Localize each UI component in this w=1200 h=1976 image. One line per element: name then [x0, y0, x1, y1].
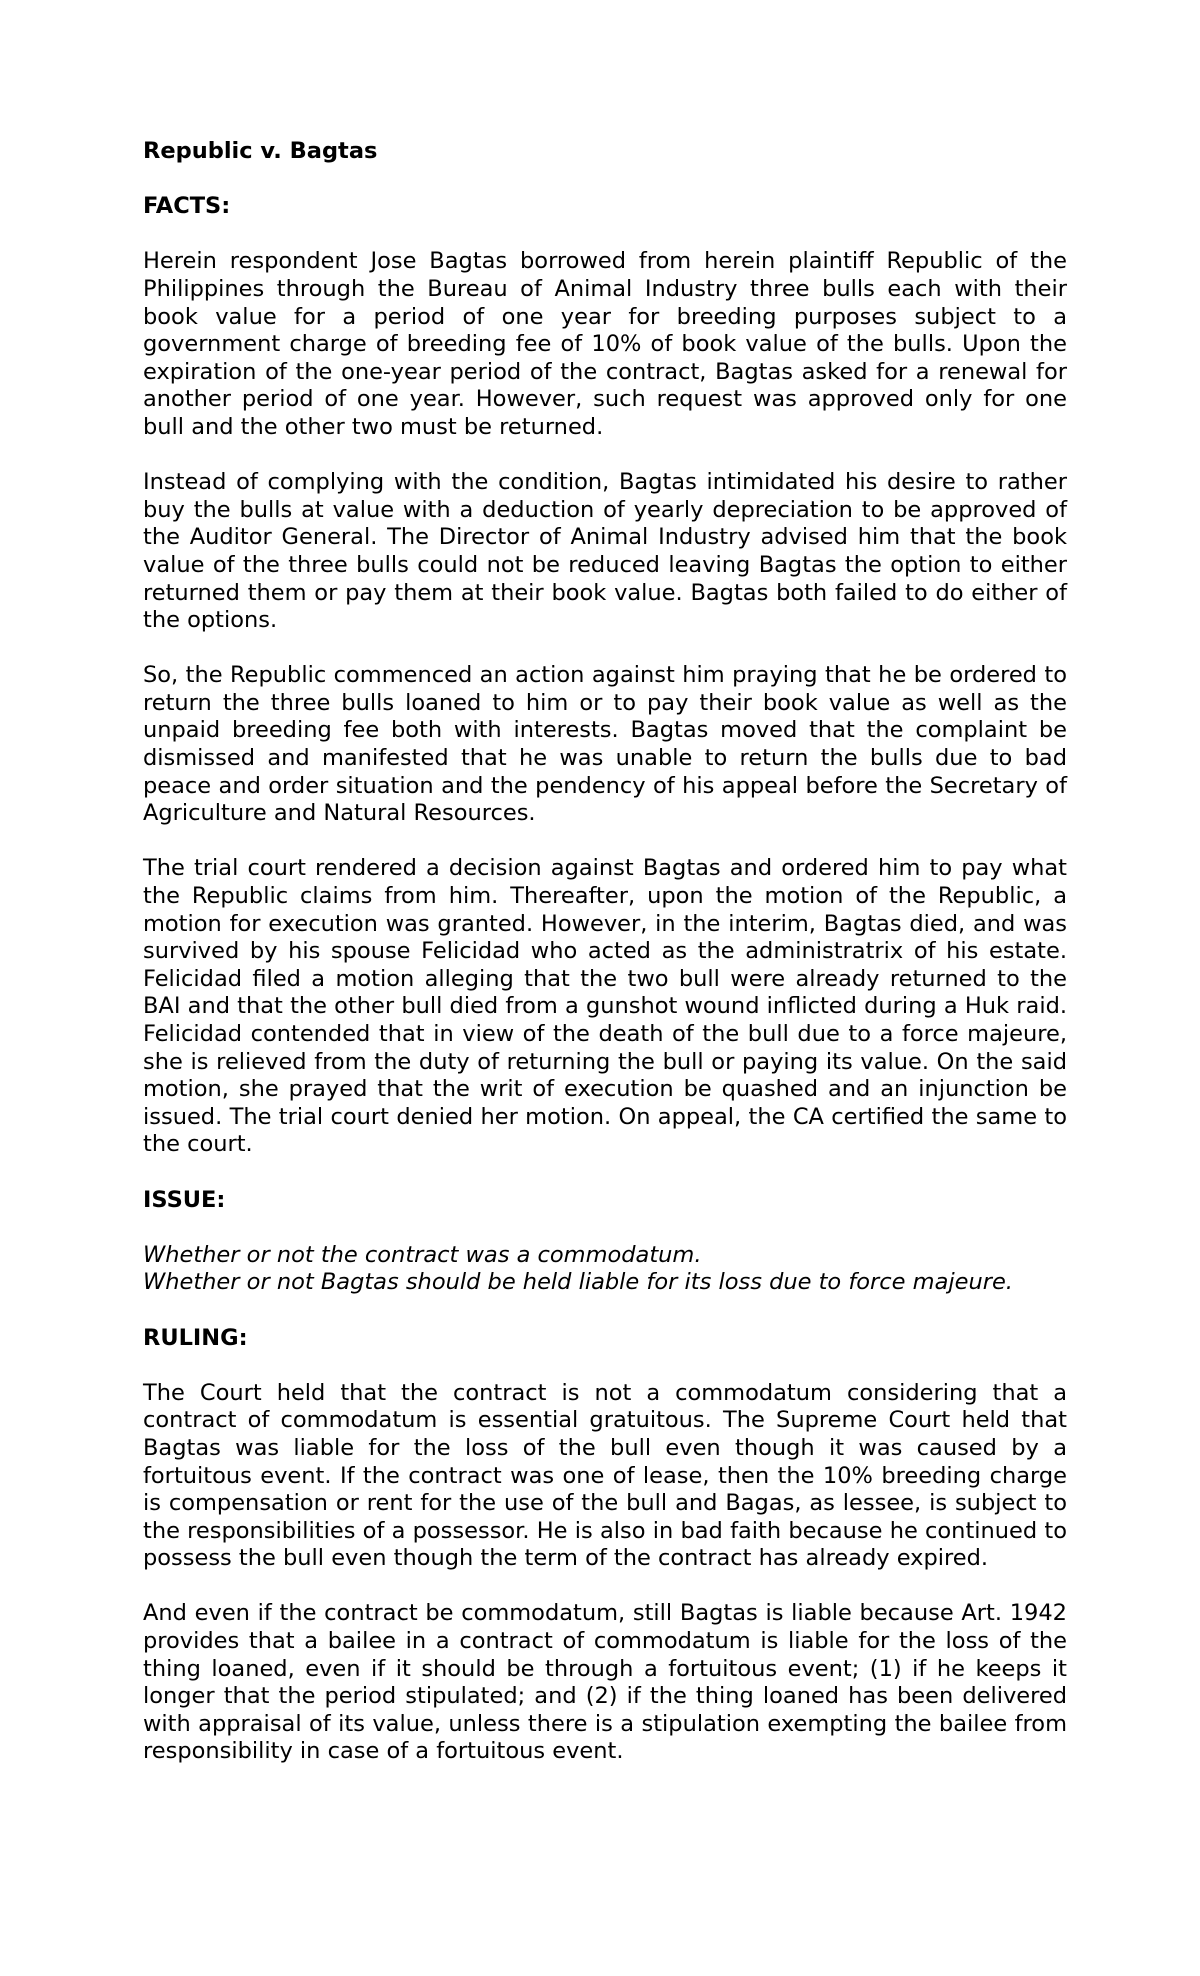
facts-paragraph-3: So, the Republic commenced an action against him praying that he be ordered to return the three bulls loaned to him or to pay their book value as well as the unpaid breeding fee both with interests. Bagtas moved that the complaint be dismissed and manifested that he was unable to return the bulls due to bad peace and order situation and the pendency of his appeal before the Secretary of Agriculture and Natural Resources.	[143, 662, 1067, 827]
facts-paragraph-2: Instead of complying with the condition, Bagtas intimidated his desire to rather buy the bulls at value with a deduction of yearly depreciation to be approved of the Auditor General. The Director of Animal Industry advised him that the book value of the three bulls could not be reduced leaving Bagtas the option to either returned them or pay them at their book value. Bagtas both failed to do either of the options.	[143, 469, 1067, 634]
document-page	[143, 138, 1067, 1794]
facts-heading: FACTS:	[143, 193, 231, 220]
issue-heading: ISSUE:	[143, 1186, 226, 1213]
ruling-paragraph-2: And even if the contract be commodatum, still Bagtas is liable because Art. 1942 provides that a bailee in a contract of commodatum is liable for the loss of the thing loaned, even if it should be through a fortuitous event; (1) if he keeps it longer that the period stipulated; and (2) if the thing loaned has been delivered with appraisal of its value, unless there is a stipulation exempting the bailee from responsibility in case of a fortuitous event.	[143, 1600, 1067, 1765]
issue-item-1: Whether or not the contract was a commodatum.	[143, 1241, 702, 1268]
ruling-paragraph-1: The Court held that the contract is not a commodatum considering that a contract of commodatum is essential gratuitous. The Supreme Court held that Bagtas was liable for the loss of the bull even though it was caused by a fortuitous event. If the contract was one of lease, then the 10% breeding charge is compensation or rent for the use of the bull and Bagas, as lessee, is subject to the responsibilities of a possessor. He is also in bad faith because he continued to possess the bull even though the term of the contract has already expired.	[143, 1379, 1067, 1572]
facts-paragraph-1: Herein respondent Jose Bagtas borrowed from herein plaintiff Republic of the Philippines through the Bureau of Animal Industry three bulls each with their book value for a period of one year for breeding purposes subject to a government charge of breeding fee of 10% of book value of the bulls. Upon the expiration of the one-year period of the contract, Bagtas asked for a renewal for another period of one year. However, such request was approved only for one bull and the other two must be returned.	[143, 248, 1067, 440]
issue-list	[143, 1242, 1067, 1297]
issue-item-2: Whether or not Bagtas should be held liable for its loss due to force majeure.	[143, 1269, 1013, 1296]
facts-paragraph-4: The trial court rendered a decision against Bagtas and ordered him to pay what the Republic claims from him. Thereafter, upon the motion of the Republic, a motion for execution was granted. However, in the interim, Bagtas died, and was survived by his spouse Felicidad who acted as the administratrix of his estate. Felicidad filed a motion alleging that the two bull were already returned to the BAI and that the other bull died from a gunshot wound inflicted during a Huk raid. Felicidad contended that in view of the death of the bull due to a force majeure, she is relieved from the duty of returning the bull or paying its value. On the said motion, she prayed that the writ of execution be quashed and an injunction be issued. The trial court denied her motion. On appeal, the CA certified the same to the court.	[143, 855, 1067, 1158]
ruling-heading: RULING:	[143, 1324, 248, 1351]
case-title: Republic v. Bagtas	[143, 138, 378, 164]
